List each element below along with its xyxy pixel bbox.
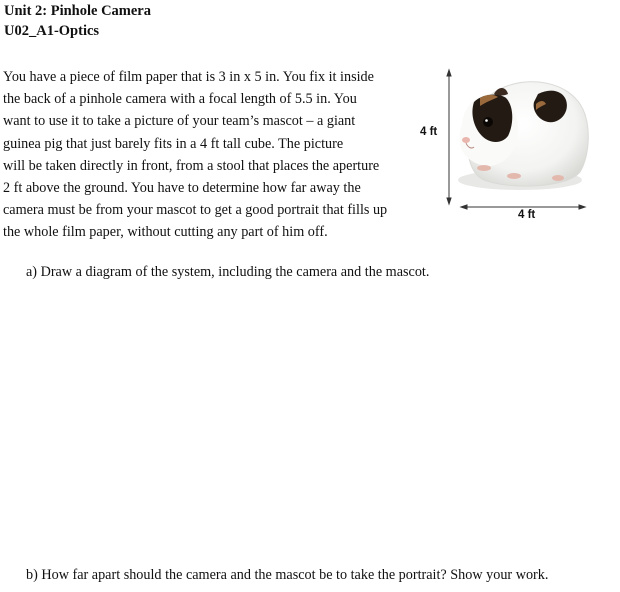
height-dimension-label: 4 ft — [420, 126, 438, 138]
width-dimension-label: 4 ft — [518, 209, 536, 221]
problem-line: the back of a pinhole camera with a focal length of 5.5 in. You — [3, 91, 357, 108]
problem-statement — [3, 66, 433, 244]
question-a: a) Draw a diagram of the system, including the camera and the mascot. — [26, 264, 430, 280]
problem-line: the whole film paper, without cutting any part of him off. — [3, 224, 328, 241]
problem-line: 2 ft above the ground. You have to determine how far away the — [3, 180, 361, 197]
activity-code: U02_A1-Optics — [4, 23, 100, 39]
question-b: b) How far apart should the camera and the mascot be to take the portrait? Show your work. — [26, 567, 549, 583]
problem-line: You have a piece of film paper that is 3 in x 5 in. You fix it inside — [3, 69, 374, 85]
guinea-pig-mascot-image — [440, 64, 590, 214]
problem-line: want to use it to take a picture of your team’s mascot – a giant — [3, 113, 356, 130]
unit-title: Unit 2: Pinhole Camera — [4, 3, 151, 19]
problem-line: guinea pig that just barely fits in a 4 ft tall cube. The picture — [3, 135, 344, 152]
problem-line: camera must be from your mascot to get a good portrait that fills up — [3, 202, 388, 219]
problem-line: will be taken directly in front, from a stool that places the aperture — [3, 157, 380, 174]
